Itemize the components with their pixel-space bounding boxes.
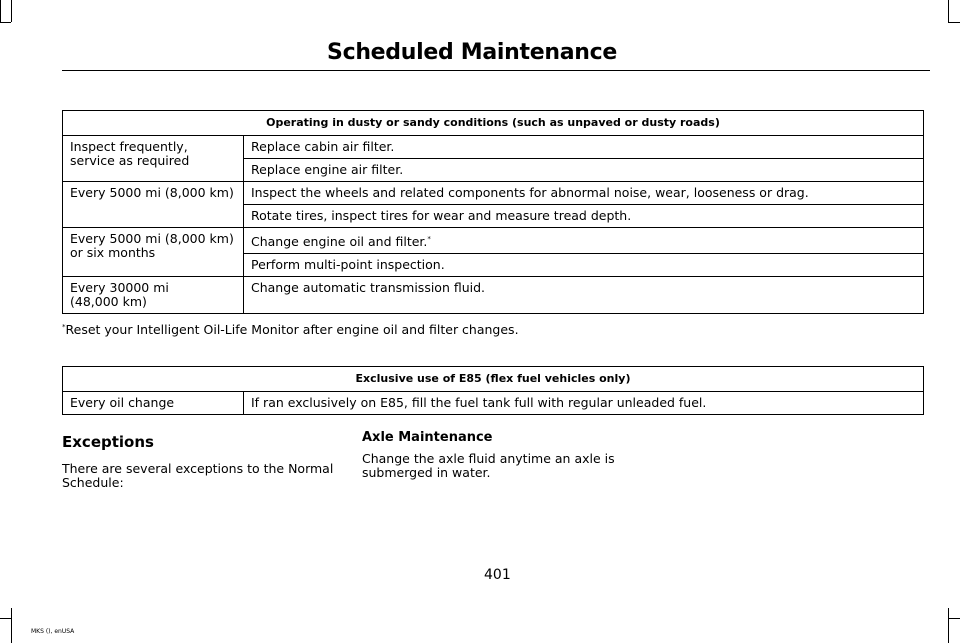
task-cell: [244, 228, 924, 254]
page-number: 401: [484, 567, 511, 583]
dusty-conditions-table: [62, 110, 924, 314]
axle-text: Change the axle fluid anytime an axle is submerged in water.: [362, 451, 615, 480]
e85-table: [62, 366, 924, 415]
crop-mark: [11, 0, 12, 22]
crop-mark: [0, 0, 1, 22]
crop-mark: [948, 608, 949, 643]
exceptions-heading: Exceptions: [62, 433, 154, 451]
task-cell: Replace cabin air filter.: [244, 136, 924, 159]
table-row: [63, 277, 924, 314]
table-row: [63, 228, 924, 254]
interval-cell: Every 5000 mi (8,000 km): [63, 182, 244, 228]
crop-mark: [0, 22, 11, 23]
table-title: Exclusive use of E85 (flex fuel vehicles only): [63, 367, 924, 392]
task-cell: Rotate tires, inspect tires for wear and measure tread depth.: [244, 205, 924, 228]
interval-cell: Every oil change: [63, 392, 244, 415]
footnote-text: Reset your Intelligent Oil-Life Monitor after engine oil and filter changes.: [65, 322, 519, 337]
task-cell: Perform multi-point inspection.: [244, 254, 924, 277]
exceptions-text: There are several exceptions to the Normal Schedule:: [62, 461, 334, 490]
crop-mark: [948, 0, 949, 22]
table-row: [63, 182, 924, 205]
interval-cell: Inspect frequently, service as required: [63, 136, 244, 182]
interval-cell: [63, 277, 244, 314]
task-cell: Inspect the wheels and related components for abnormal noise, wear, looseness or drag.: [244, 182, 924, 205]
table-row: [63, 136, 924, 159]
crop-mark: [948, 618, 960, 619]
table-title: Operating in dusty or sandy conditions (such as unpaved or dusty roads): [63, 111, 924, 136]
crop-mark: [0, 618, 12, 619]
task-cell: If ran exclusively on E85, fill the fuel tank full with regular unleaded fuel.: [244, 392, 924, 415]
title-rule: [62, 70, 930, 71]
table-row: [63, 392, 924, 415]
footnote: [62, 322, 519, 337]
interval-cell: Every 5000 mi (8,000 km) or six months: [63, 228, 244, 277]
footnote-marker: *: [427, 235, 431, 243]
interval-line: (48,000 km): [70, 294, 147, 309]
task-text: Change engine oil and filter.: [251, 234, 428, 249]
crop-mark: [11, 608, 12, 643]
interval-line: Every 30000 mi: [70, 280, 169, 295]
axle-heading: Axle Maintenance: [362, 430, 493, 445]
task-cell: Replace engine air filter.: [244, 159, 924, 182]
crop-mark: [948, 22, 960, 23]
footnote-marker: *: [62, 323, 66, 331]
page-title: Scheduled Maintenance: [327, 40, 617, 65]
task-cell: Change automatic transmission fluid.: [244, 277, 924, 314]
footer-doc-id: MKS (), enUSA: [31, 628, 75, 635]
